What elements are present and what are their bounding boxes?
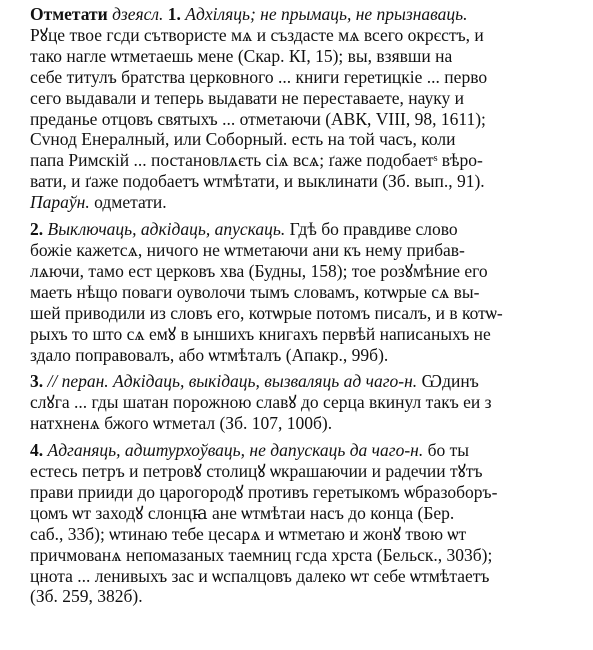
quote-line: причмованѧ непомазаных таемниц гсда хрста (Бельск., 303б); bbox=[30, 544, 493, 565]
quote-text: бо ты bbox=[427, 440, 470, 461]
meaning-first-line bbox=[6, 440, 585, 461]
quote-line: папа Римскій ... постановлѧєть сіѧ всѧ; ґаже подобаетˢ вѣро- bbox=[30, 150, 483, 171]
quote-line: естесь петръ и петровꙋ столицꙋ ѡкрашаючии и радечии тꙋтъ bbox=[30, 461, 483, 482]
quote-line: тако нагле ѡтметаешь мене (Скар. КІ, 15); вы, взявши на bbox=[30, 45, 453, 66]
quote-line: натхненѧ бжого ѡтметал (Зб. 107, 100б). bbox=[30, 413, 333, 434]
headword: Отметати bbox=[30, 4, 108, 24]
part-of-speech: дзеясл. bbox=[112, 4, 164, 24]
entry-first-line bbox=[6, 4, 585, 25]
quote-line: себе титулъ братства церковного ... книги геретицкіе ... перво bbox=[30, 66, 488, 87]
meaning-4 bbox=[6, 440, 585, 607]
meaning-gloss: Адхіляць; не прымаць, не прызнаваць. bbox=[185, 4, 468, 24]
meaning-first-line bbox=[6, 371, 585, 392]
quote-line: маеть нѣщо поваги оуволочи тымъ словамъ, котѡрые сѧ вы- bbox=[30, 281, 480, 302]
meaning-number: 3. bbox=[30, 371, 44, 392]
quote-line: лѧючи, тамо ест церковъ хва (Будны, 158); тое розꙋмѣние его bbox=[30, 260, 488, 281]
quote-line: саб., 33б); ѡтинаю тебе цесарѧ и ѡтметаю и жонꙋ твою ѡт bbox=[30, 523, 467, 544]
quote-line: Сvнод Енералный, или Соборный. есть на той часъ, коли bbox=[30, 129, 456, 150]
quote-line: Рꙋце твое гсди сътвористе мѧ и създасте мѧ всего окрєстъ, и bbox=[30, 24, 484, 45]
quote-line: божіе кажетсѧ, ничого не ѡтметаючи ани къ нему прибав- bbox=[30, 239, 465, 260]
meaning-number: 2. bbox=[30, 219, 44, 240]
meaning-gloss: Адганяць, адштурхоўваць, не дапускаць да чаго-н. bbox=[47, 440, 424, 461]
quote-line: прави прииди до царогородꙋ противъ геретыкомъ ѡбразоборъ- bbox=[30, 481, 498, 502]
quote-text: Гдѣ бо правдиве слово bbox=[289, 219, 458, 240]
quote-line: шей приводили из словъ его, котѡрые потомъ писалъ, и в котѡ- bbox=[30, 302, 503, 323]
quote-line: цомъ ѡт заходꙋ слонцꙗ ане ѡтмѣтаи насъ до конца (Бер. bbox=[30, 502, 455, 523]
meaning-number: 4. bbox=[30, 440, 44, 461]
crossref-label: Параўн. bbox=[30, 192, 90, 213]
crossref-line bbox=[6, 192, 585, 213]
meaning-number: 1. bbox=[167, 4, 181, 24]
quote-line: слꙋга ... гды шатан порожною славꙋ до серца вкинул такъ еи з bbox=[30, 392, 492, 413]
meaning-first-line bbox=[6, 219, 585, 240]
meaning-gloss: Выключаць, адкідаць, апускаць. bbox=[47, 219, 286, 240]
quote-line: цнота ... ленивыхъ зас и ѡспалцовъ далеко ѡт себе ѡтмѣтаетъ bbox=[30, 565, 490, 586]
quote-line: преданье отцовъ святыхъ ... отметаючи (АВК, VIII, 98, 1611); bbox=[30, 108, 486, 129]
quote-line: вати, и ґаже подобаетъ ѡтмѣтати, и выклинати (Зб. вып., 91). bbox=[30, 171, 485, 192]
quote-line: рыхъ то што сѧ емꙋ в ыншихъ книгахъ первѣй написаныхъ не bbox=[30, 323, 491, 344]
quote-line: сего выдавали и теперь выдавати не переставаете, науку и bbox=[30, 87, 465, 108]
meaning-3 bbox=[6, 371, 585, 434]
meaning-gloss: // перан. Адкідаць, выкідаць, вызваляць ад чаго-н. bbox=[47, 371, 418, 392]
quote-text: Ѡдинъ bbox=[421, 371, 479, 392]
meaning-2 bbox=[6, 219, 585, 365]
crossref-word: одметати. bbox=[94, 192, 167, 213]
quote-line: (Зб. 259, 382б). bbox=[30, 586, 143, 607]
meaning-1 bbox=[6, 4, 585, 213]
quote-line: здало поправовалъ, або ѡтмѣталъ (Апакр., 99б). bbox=[30, 344, 389, 365]
